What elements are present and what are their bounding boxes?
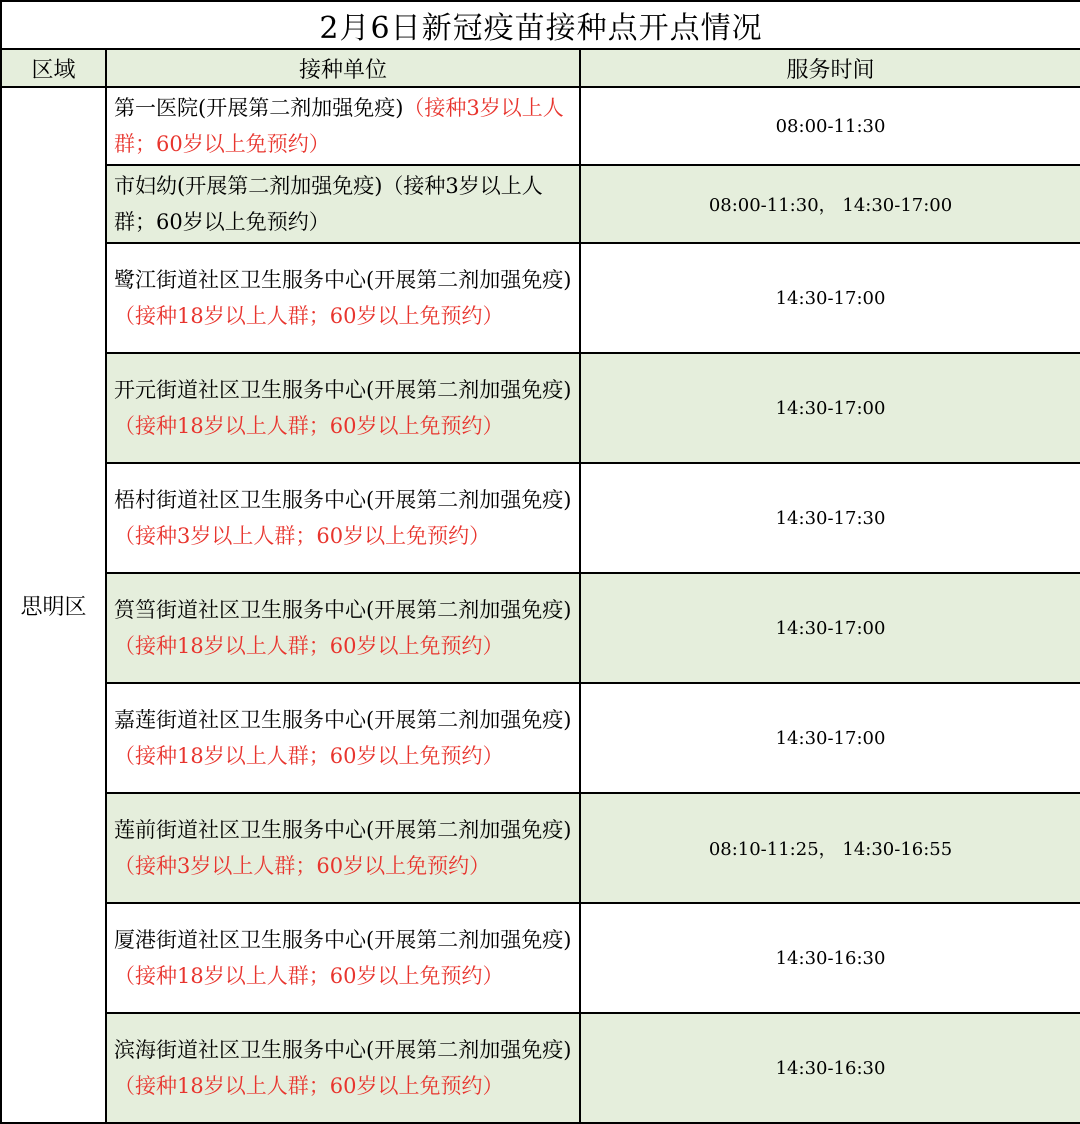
unit-note: （接种18岁以上人群；60岁以上免预约） — [114, 964, 504, 988]
unit-cell — [106, 683, 580, 793]
service-time: 08:00-11:30， 14:30-17:00 — [580, 165, 1080, 243]
unit-note: （接种3岁以上人群；60岁以上免预约） — [114, 174, 543, 234]
unit-note: （接种3岁以上人群；60岁以上免预约） — [114, 524, 491, 548]
service-time: 14:30-17:00 — [580, 353, 1080, 463]
service-time: 14:30-16:30 — [580, 1013, 1080, 1123]
header-row — [1, 49, 1080, 87]
header-unit: 接种单位 — [106, 49, 580, 87]
table-title: 2月6日新冠疫苗接种点开点情况 — [1, 1, 1080, 49]
table-row — [1, 353, 1080, 463]
unit-name: 筼筜街道社区卫生服务中心(开展第二剂加强免疫) — [114, 598, 572, 622]
service-time: 14:30-16:30 — [580, 903, 1080, 1013]
table-row — [1, 165, 1080, 243]
header-region: 区域 — [1, 49, 106, 87]
unit-note: （接种18岁以上人群；60岁以上免预约） — [114, 744, 504, 768]
service-time: 14:30-17:30 — [580, 463, 1080, 573]
unit-note: （接种18岁以上人群；60岁以上免预约） — [114, 414, 504, 438]
service-time: 08:00-11:30 — [580, 87, 1080, 165]
header-time: 服务时间 — [580, 49, 1080, 87]
unit-note: （接种18岁以上人群；60岁以上免预约） — [114, 1074, 504, 1098]
unit-name: 嘉莲街道社区卫生服务中心(开展第二剂加强免疫) — [114, 708, 572, 732]
table-row — [1, 1013, 1080, 1123]
unit-name: 梧村街道社区卫生服务中心(开展第二剂加强免疫) — [114, 488, 572, 512]
unit-name: 开元街道社区卫生服务中心(开展第二剂加强免疫) — [114, 378, 572, 402]
unit-note: （接种3岁以上人群；60岁以上免预约） — [114, 96, 564, 156]
unit-name: 厦港街道社区卫生服务中心(开展第二剂加强免疫) — [114, 928, 572, 952]
unit-cell — [106, 87, 580, 165]
region-cell: 思明区 — [1, 87, 106, 1123]
unit-cell — [106, 903, 580, 1013]
service-time: 14:30-17:00 — [580, 683, 1080, 793]
unit-note: （接种3岁以上人群；60岁以上免预约） — [114, 854, 491, 878]
service-time: 14:30-17:00 — [580, 573, 1080, 683]
unit-note: （接种18岁以上人群；60岁以上免预约） — [114, 304, 504, 328]
unit-cell — [106, 573, 580, 683]
table-row — [1, 573, 1080, 683]
unit-cell — [106, 165, 580, 243]
unit-cell — [106, 353, 580, 463]
unit-name: 市妇幼(开展第二剂加强免疫) — [114, 174, 383, 198]
table-row — [1, 683, 1080, 793]
table-row — [1, 463, 1080, 573]
unit-cell — [106, 243, 580, 353]
service-time: 14:30-17:00 — [580, 243, 1080, 353]
table-row — [1, 903, 1080, 1013]
unit-cell — [106, 463, 580, 573]
unit-cell — [106, 1013, 580, 1123]
table-row — [1, 87, 1080, 165]
unit-name: 第一医院(开展第二剂加强免疫) — [114, 96, 404, 120]
table-row — [1, 793, 1080, 903]
unit-name: 鹭江街道社区卫生服务中心(开展第二剂加强免疫) — [114, 268, 572, 292]
unit-name: 莲前街道社区卫生服务中心(开展第二剂加强免疫) — [114, 818, 572, 842]
service-time: 08:10-11:25， 14:30-16:55 — [580, 793, 1080, 903]
table-row — [1, 243, 1080, 353]
unit-name: 滨海街道社区卫生服务中心(开展第二剂加强免疫) — [114, 1038, 572, 1062]
unit-cell — [106, 793, 580, 903]
unit-note: （接种18岁以上人群；60岁以上免预约） — [114, 634, 504, 658]
